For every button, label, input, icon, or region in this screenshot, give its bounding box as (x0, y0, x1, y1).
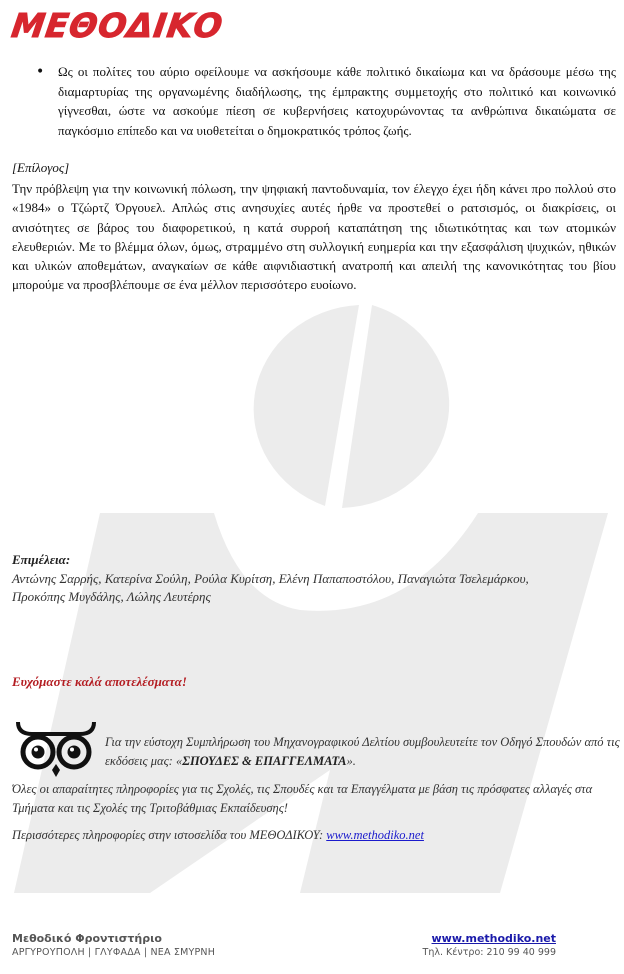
guide-text-before: Για την εύστοχη Συμπλήρωση του Μηχανογραφικού Δελτίου συμβουλευτείτε τον Οδηγό Σπουδών από τις εκδόσεις μας: « (105, 735, 620, 768)
footer-phone: Τηλ. Κέντρο: 210 99 40 999 (422, 947, 556, 958)
bullet-list (36, 62, 616, 140)
credits-names: Αντώνης Σαρρής, Κατερίνα Σούλη, Ρούλα Κυρίτση, Ελένη Παπαποστόλου, Παναγιώτα Τσελεμάρκου, Προκόπης Μυγδάλης, Λώλης Λευτέρης (12, 571, 529, 604)
bullet-text: Ως οι πολίτες του αύριο οφείλουμε να ασκήσουμε κάθε πολιτικό δικαίωμα και να δράσουμε μέσω της διαμαρτυρίας της οργανωμένης διαδήλωσης, της έμπρακτης συμμετοχής στο πολιτικό και κοινωνικό γίγνεσθαι, ώστε να ασκούμε πίεση σε κυβερνήσεις κατοχυρώνοντας τα ανθρώπινα δικαιώματα σε παγκόσμιο επίπεδο και να υιοθετείται ο δημοκρατικός τρόπος ζωής. (58, 64, 616, 138)
bullet-icon: • (36, 64, 45, 80)
methodiko-logo: ΜΕΘΟΔΙΚΟ (9, 6, 226, 45)
footer-right (423, 932, 556, 960)
footer-company: Μεθοδικό Φροντιστήριο (12, 932, 162, 945)
epilogue-paragraph: Την πρόβλεψη για την κοινωνική πόλωση, την ψηφιακή παντοδυναμία, τον έλεγχο έχει ήδη κάνει προ πολλού στο «1984» ο Τζώρτζ Όργουελ. Απλώς στις ανησυχίες αυτές ήρθε να προστεθεί ο ρατσισμός, οι διακρίσεις, οι ανισότητες σε βάρος του διαφορετικού, η κατά συρροή καταπάτηση της ιδιωτικότητας και των ατομικών ελευθεριών. Με το βλέμμα όλων, όμως, στραμμένο στη συλλογική ευημερία και την εξασφάλιση ψυχικών, ηθικών και υλικών αποθεμάτων, αναγκαίων σε κάθε αιφνιδιαστική ανατροπή και απειλή της κανονικότητας του βίου μπορούμε να προσβλέπουμε σε ένα μέλλον περισσότερο ευοίωνο. (12, 181, 616, 293)
epilogue-heading: [Επίλογος] (12, 160, 70, 175)
guide-text-after: ». (346, 754, 356, 768)
more-info-text: Περισσότερες πληροφορίες στην ιστοσελίδα του ΜΕΘΟΔΙΚΟΥ: (12, 828, 327, 842)
more-info-line (12, 828, 424, 843)
bullet-item (36, 62, 616, 140)
website-link[interactable]: www.methodiko.net (326, 828, 424, 842)
credits-label: Επιμέλεια: (12, 552, 71, 567)
info-paragraph: Όλες οι απαραίτητες πληροφορίες για τις Σχολές, τις Σπουδές και τα Επαγγέλματα με βάση τις πρόσφατες αλλαγές στα Τμήματα και τις Σχολές της Τριτοβάθμιας Εκπαίδευσης! (12, 782, 593, 815)
owl-icon (14, 720, 98, 778)
guide-book-title: ΣΠΟΥΔΕΣ & ΕΠΑΓΓΕΛΜΑΤΑ (182, 754, 347, 768)
footer-left (12, 932, 215, 960)
footer-branches: ΑΡΓΥΡΟΥΠΟΛΗ | ΓΛΥΦΑΔΑ | ΝΕΑ ΣΜΥΡΝΗ (12, 947, 216, 958)
wishes-text: Ευχόμαστε καλά αποτελέσματα! (12, 674, 187, 689)
study-guide-promo (105, 733, 620, 771)
footer-website-link[interactable]: www.methodiko.net (431, 932, 556, 945)
